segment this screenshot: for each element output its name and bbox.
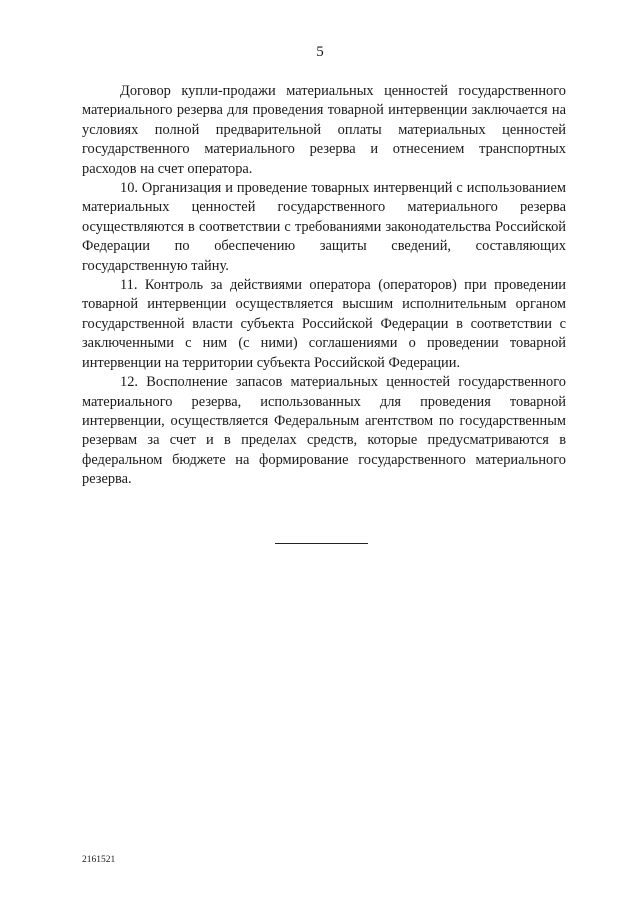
document-code: 2161521	[82, 855, 116, 865]
paragraph-contract: Договор купли-продажи материальных ценностей государственного материального резерва для проведения товарной интервенции заключается на условиях полной предварительной оплаты материальных ценностей государственного материального резерва и отнесением транспортных расходов на счет оператора.	[82, 83, 566, 177]
paragraph-10: 10. Организация и проведение товарных интервенций с использованием материальных ценностей государственного материального резерва осуществляются в соответствии с требованиями законодательства Российской Федерации по обеспечению защиты сведений, составляющих государственную тайну.	[82, 180, 566, 274]
paragraph-12: 12. Восполнение запасов материальных ценностей государственного материального резерва, использованных для проведения товарной интервенции, осуществляется Федеральным агентством по государственным резервам за счет и в пределах средств, которые предусматриваются в федеральном бюджете на формирование государственного материального резерва.	[82, 374, 566, 488]
page-number: 5	[316, 44, 324, 60]
paragraph-11: 11. Контроль за действиями оператора (операторов) при проведении товарной интервенции осуществляется высшим исполнительным органом государственной власти субъекта Российской Федерации в соответствии с заключенными с ним (с ними) соглашениями о проведении товарной интервенции на территории субъекта Российской Федерации.	[82, 277, 566, 371]
end-separator-line	[275, 543, 368, 544]
document-body	[82, 82, 566, 490]
